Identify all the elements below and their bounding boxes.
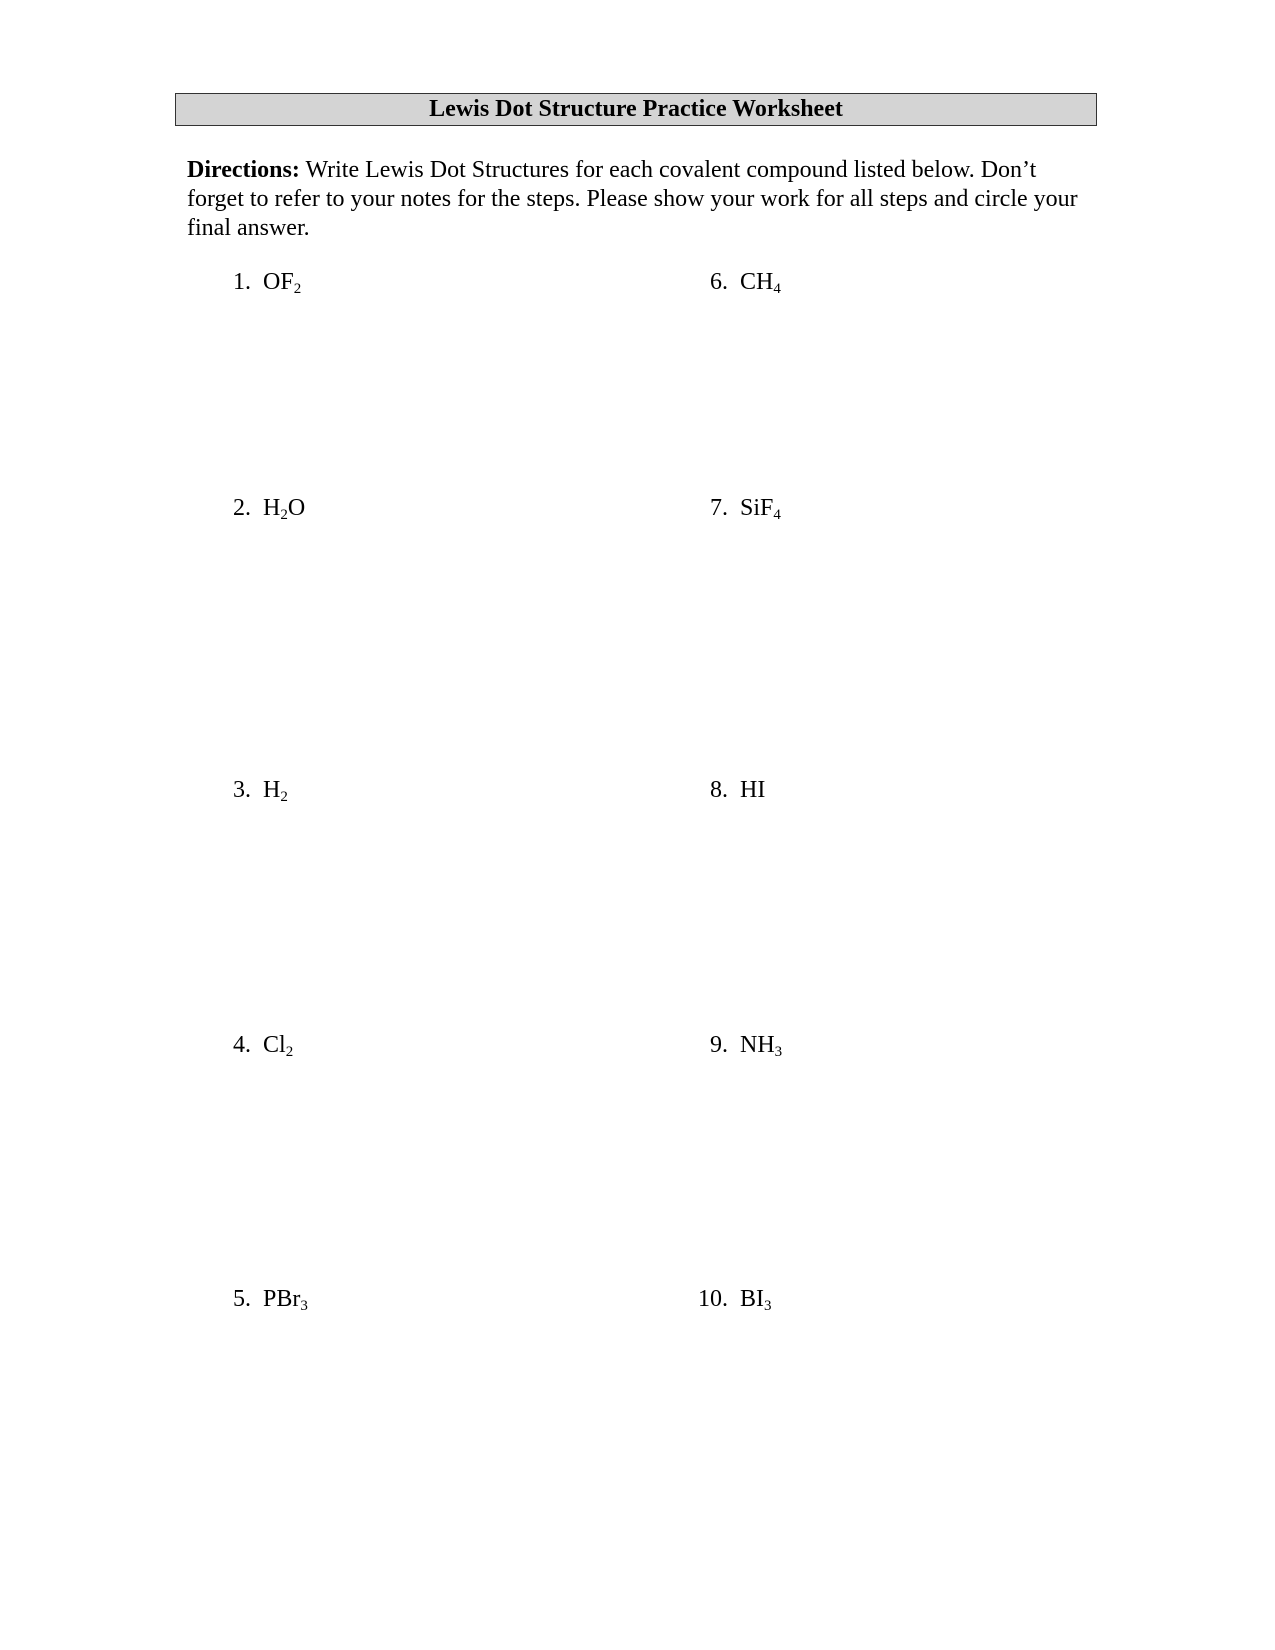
formula-text: PBr (263, 1286, 301, 1312)
formula-text: H (263, 495, 281, 521)
formula-subscript: 2 (293, 281, 302, 297)
problem-3 (214, 776, 288, 804)
formula-text: Cl (263, 1032, 286, 1058)
compound-formula (740, 1032, 782, 1058)
directions-label: Directions: (187, 157, 300, 183)
problem-number: 4. (233, 1032, 251, 1058)
problem-number: 1. (233, 269, 251, 295)
formula-subscript: 2 (280, 507, 288, 523)
formula-text: HI (740, 777, 766, 803)
compound-formula (263, 495, 305, 521)
formula-subscript: 4 (773, 507, 781, 523)
formula-subscript: 2 (285, 1044, 294, 1060)
formula-subscript: 4 (773, 281, 781, 297)
formula-text: SiF (740, 495, 774, 521)
formula-subscript: 2 (280, 789, 288, 805)
compound-formula (740, 495, 781, 521)
problem-2 (214, 494, 305, 522)
compound-formula (263, 1032, 293, 1058)
compound-formula (740, 269, 781, 295)
formula-text: H (263, 777, 281, 803)
compound-formula (263, 777, 288, 803)
formula-subscript: 3 (300, 1298, 308, 1314)
directions-text: Write Lewis Dot Structures for each covalent compound listed below. Don’t forget to refer to your notes for the steps. Please show your work for all steps and circle your final answer. (187, 157, 1078, 241)
problem-number: 7. (710, 495, 728, 521)
formula-text: CH (740, 269, 774, 295)
problem-9 (691, 1031, 782, 1059)
compound-formula (263, 1286, 308, 1312)
compound-formula (740, 1286, 772, 1312)
compound-formula (263, 269, 301, 295)
problem-7 (691, 494, 781, 522)
problem-1 (214, 268, 301, 296)
problem-8 (691, 776, 765, 804)
problem-6 (691, 268, 781, 296)
problem-number: 2. (233, 495, 251, 521)
problem-number: 10. (698, 1286, 728, 1312)
formula-subscript: 3 (774, 1044, 783, 1060)
problem-number: 5. (233, 1286, 251, 1312)
problem-number: 9. (710, 1032, 728, 1058)
problem-10 (691, 1285, 772, 1313)
formula-text: O (287, 495, 306, 521)
problem-5 (214, 1285, 308, 1313)
directions-paragraph (187, 156, 1087, 243)
problem-4 (214, 1031, 293, 1059)
formula-text: NH (740, 1032, 775, 1058)
worksheet-title: Lewis Dot Structure Practice Worksheet (175, 93, 1097, 126)
problem-number: 6. (710, 269, 728, 295)
problem-number: 3. (233, 777, 251, 803)
formula-subscript: 3 (764, 1298, 772, 1314)
formula-text: OF (263, 269, 294, 295)
compound-formula (740, 777, 765, 803)
problem-number: 8. (710, 777, 728, 803)
formula-text: BI (740, 1286, 764, 1312)
